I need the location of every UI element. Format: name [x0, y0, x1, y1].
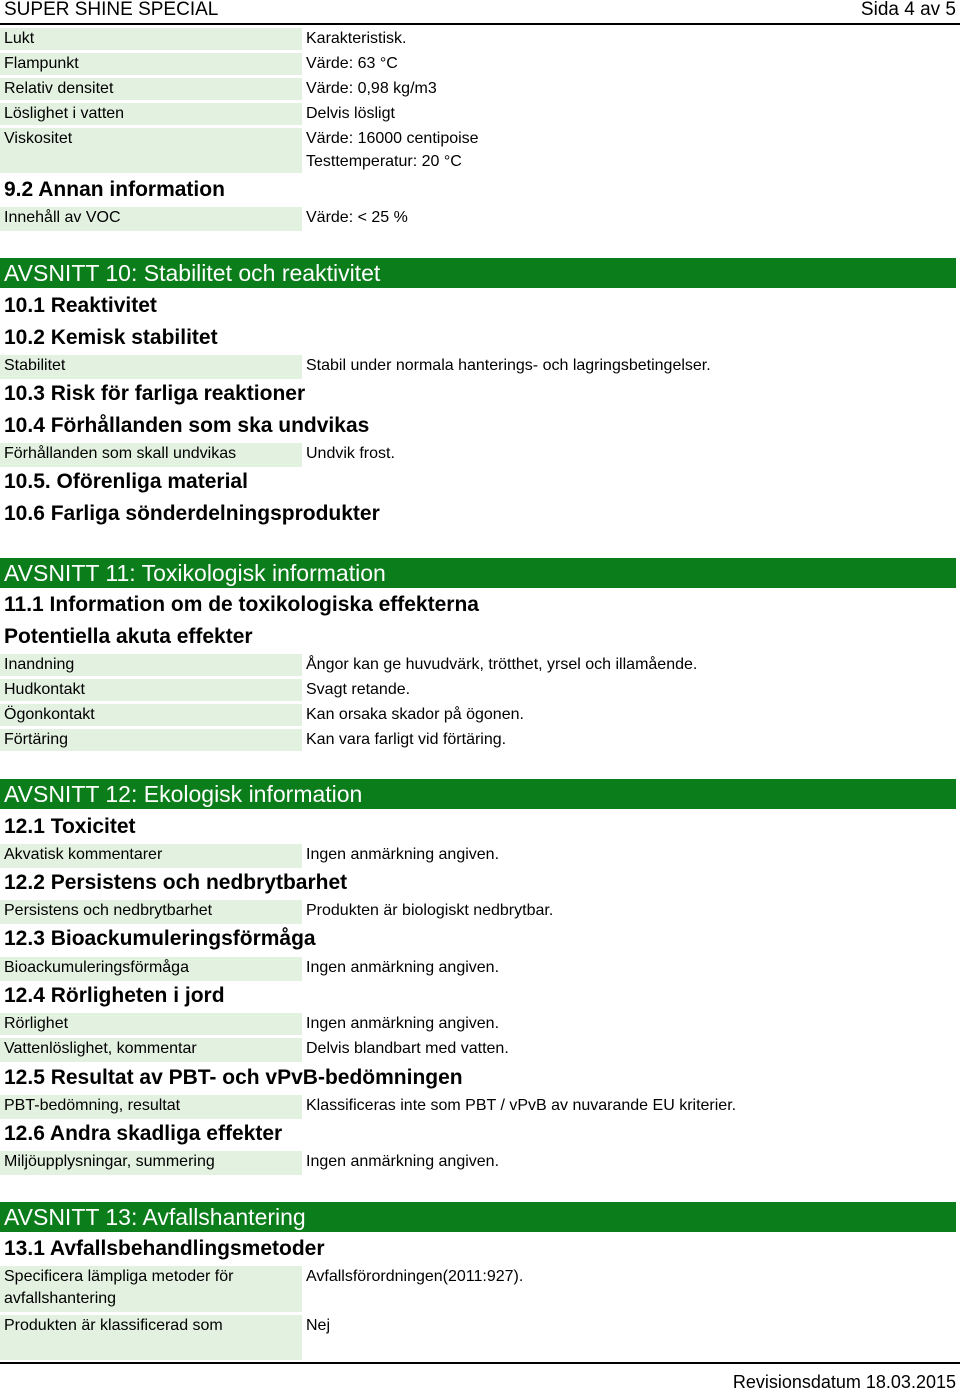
heading-13-1: 13.1 Avfallsbehandlingsmetoder: [4, 1237, 325, 1260]
eco-value-bioackumulering: Ingen anmärkning angiven.: [306, 959, 500, 976]
heading-10-5: 10.5. Oförenliga material: [4, 470, 248, 493]
page-number: Sida 4 av 5: [860, 0, 956, 20]
document-title: SUPER SHINE SPECIAL: [4, 0, 219, 20]
heading-10-4: 10.4 Förhållanden som ska undvikas: [4, 414, 370, 437]
heading-10-6: 10.6 Farliga sönderdelningsprodukter: [4, 502, 380, 525]
voc-value: Värde: < 25 %: [306, 209, 408, 226]
heading-10-2: 10.2 Kemisk stabilitet: [4, 326, 218, 349]
eco-value-pbt: Klassificeras inte som PBT / vPvB av nuvarande EU kriterier.: [306, 1097, 737, 1114]
footer-divider: [0, 1362, 960, 1364]
waste-method-label-line1: Specificera lämpliga metoder för: [4, 1268, 234, 1285]
tox-label-inandning: Inandning: [0, 654, 302, 676]
prop-label-viskositet: Viskositet: [0, 128, 302, 173]
heading-12-4: 12.4 Rörligheten i jord: [4, 984, 225, 1007]
eco-label-pbt: PBT-bedömning, resultat: [0, 1095, 302, 1119]
tox-value-inandning: Ångor kan ge huvudvärk, trötthet, yrsel och illamående.: [306, 656, 698, 673]
eco-label-persistens: Persistens och nedbrytbarhet: [0, 900, 302, 924]
heading-12-5: 12.5 Resultat av PBT- och vPvB-bedömningen: [4, 1066, 463, 1089]
heading-12-3: 12.3 Bioackumuleringsförmåga: [4, 927, 316, 950]
revision-date: Revisionsdatum 18.03.2015: [732, 1372, 956, 1392]
prop-value-densitet: Värde: 0,98 kg/m3: [306, 80, 437, 97]
stability-label: Stabilitet: [0, 355, 302, 379]
tox-label-fortaring: Förtäring: [0, 729, 302, 751]
prop-label-flampunkt: Flampunkt: [0, 53, 302, 75]
section-11-title: AVSNITT 11: Toxikologisk information: [0, 558, 956, 588]
prop-value-lukt: Karakteristisk.: [306, 30, 407, 47]
eco-value-persistens: Produkten är biologiskt nedbrytbar.: [306, 902, 554, 919]
section-13-title: AVSNITT 13: Avfallshantering: [0, 1202, 956, 1232]
conditions-label: Förhållanden som skall undvikas: [0, 443, 302, 467]
eco-label-rorlighet: Rörlighet: [0, 1013, 302, 1035]
prop-value-viskositet: Värde: 16000 centipoise: [306, 130, 479, 147]
eco-value-rorlighet: Ingen anmärkning angiven.: [306, 1015, 500, 1032]
heading-11-1: 11.1 Information om de toxikologiska effekterna: [4, 593, 479, 616]
heading-12-6: 12.6 Andra skadliga effekter: [4, 1122, 283, 1145]
eco-value-vattenloslighet: Delvis blandbart med vatten.: [306, 1040, 509, 1057]
heading-acute-effects: Potentiella akuta effekter: [4, 625, 253, 648]
heading-10-3: 10.3 Risk för farliga reaktioner: [4, 382, 306, 405]
prop-value-loslighet: Delvis lösligt: [306, 105, 395, 122]
eco-value-akvatisk: Ingen anmärkning angiven.: [306, 846, 500, 863]
tox-label-ogonkontakt: Ögonkontakt: [0, 704, 302, 726]
eco-label-miljo: Miljöupplysningar, summering: [0, 1151, 302, 1175]
classified-value: Nej: [306, 1317, 331, 1334]
heading-12-1: 12.1 Toxicitet: [4, 815, 136, 838]
heading-10-1: 10.1 Reaktivitet: [4, 294, 157, 317]
header-divider: [0, 23, 960, 25]
prop-label-lukt: Lukt: [0, 28, 302, 50]
tox-value-hudkontakt: Svagt retande.: [306, 681, 411, 698]
tox-value-ogonkontakt: Kan orsaka skador på ögonen.: [306, 706, 524, 723]
stability-value: Stabil under normala hanterings- och lagringsbetingelser.: [306, 357, 711, 374]
eco-label-bioackumulering: Bioackumuleringsförmåga: [0, 957, 302, 981]
prop-value-flampunkt: Värde: 63 °C: [306, 55, 398, 72]
section-10-title: AVSNITT 10: Stabilitet och reaktivitet: [0, 258, 956, 288]
eco-value-miljo: Ingen anmärkning angiven.: [306, 1153, 500, 1170]
heading-12-2: 12.2 Persistens och nedbrytbarhet: [4, 871, 348, 894]
eco-label-vattenloslighet: Vattenlöslighet, kommentar: [0, 1038, 302, 1062]
tox-value-fortaring: Kan vara farligt vid förtäring.: [306, 731, 507, 748]
tox-label-hudkontakt: Hudkontakt: [0, 679, 302, 701]
waste-method-label: [0, 1266, 302, 1312]
section-12-title: AVSNITT 12: Ekologisk information: [0, 779, 956, 809]
waste-method-value: Avfallsförordningen(2011:927).: [306, 1268, 524, 1285]
voc-label: Innehåll av VOC: [0, 207, 302, 231]
conditions-value: Undvik frost.: [306, 445, 395, 462]
prop-label-loslighet: Löslighet i vatten: [0, 103, 302, 125]
prop-label-densitet: Relativ densitet: [0, 78, 302, 100]
eco-label-akvatisk: Akvatisk kommentarer: [0, 844, 302, 868]
heading-9-2: 9.2 Annan information: [4, 178, 225, 201]
prop-value-testtemperatur: Testtemperatur: 20 °C: [306, 153, 462, 170]
waste-method-label-line2: avfallshantering: [4, 1290, 117, 1307]
classified-label: Produkten är klassificerad som: [0, 1315, 302, 1360]
